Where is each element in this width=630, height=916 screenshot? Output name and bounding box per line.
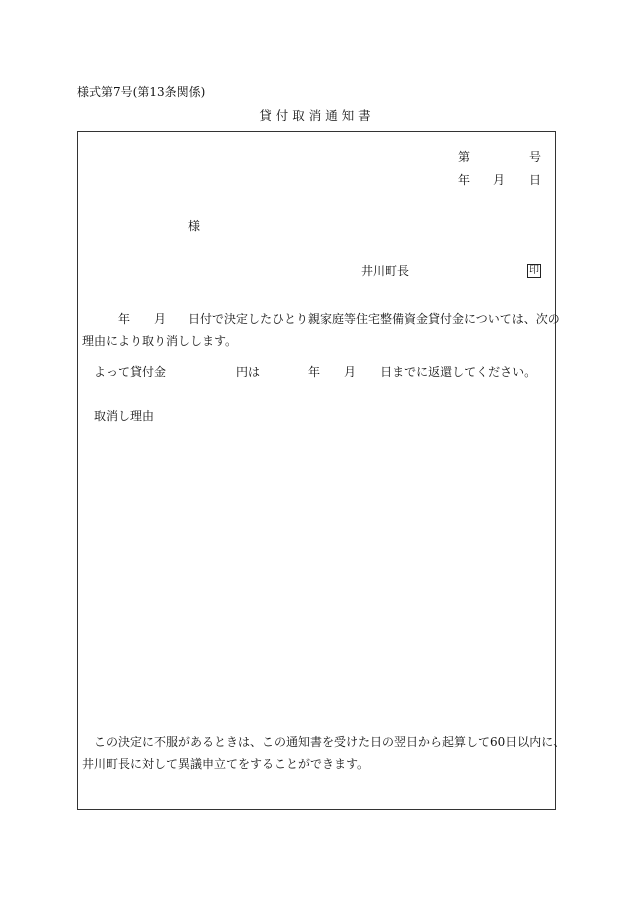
repayment-yen-label: 円は xyxy=(236,365,261,379)
date-year-label: 年 xyxy=(458,173,471,187)
number-suffix: 号 xyxy=(529,150,542,164)
paragraph-decision-line-1 xyxy=(82,312,560,326)
cancellation-reason-label: 取消し理由 xyxy=(94,409,155,423)
decision-year-label: 年 xyxy=(118,312,131,326)
paragraph-repayment xyxy=(94,365,537,379)
repayment-lead: よって貸付金 xyxy=(94,365,167,379)
seal-mark: 印 xyxy=(529,265,539,276)
issuer-name: 井川町長 xyxy=(361,264,410,278)
decision-text: 日付で決定したひとり親家庭等住宅整備資金貸付金については、次の xyxy=(188,312,560,326)
appeal-notice-line-2: 井川町長に対して異議申立てをすることができます。 xyxy=(82,757,370,771)
repayment-year-label: 年 xyxy=(308,365,321,379)
form-number-label: 様式第7号(第13条関係) xyxy=(77,85,206,99)
number-prefix: 第 xyxy=(458,150,471,164)
decision-month-label: 月 xyxy=(154,312,167,326)
repayment-tail: 日までに返還してください。 xyxy=(380,365,537,379)
document-title: 貸 付 取 消 通 知 書 xyxy=(259,108,371,123)
document-frame xyxy=(77,131,556,810)
date-day-label: 日 xyxy=(529,173,542,187)
paragraph-decision-line-2: 理由により取り消しします。 xyxy=(82,334,238,348)
date-month-label: 月 xyxy=(493,173,506,187)
addressee-honorific: 様 xyxy=(188,219,201,233)
repayment-month-label: 月 xyxy=(344,365,357,379)
appeal-notice-line-1: この決定に不服があるときは、この通知書を受けた日の翌日から起算して60日以内に、 xyxy=(94,735,566,749)
